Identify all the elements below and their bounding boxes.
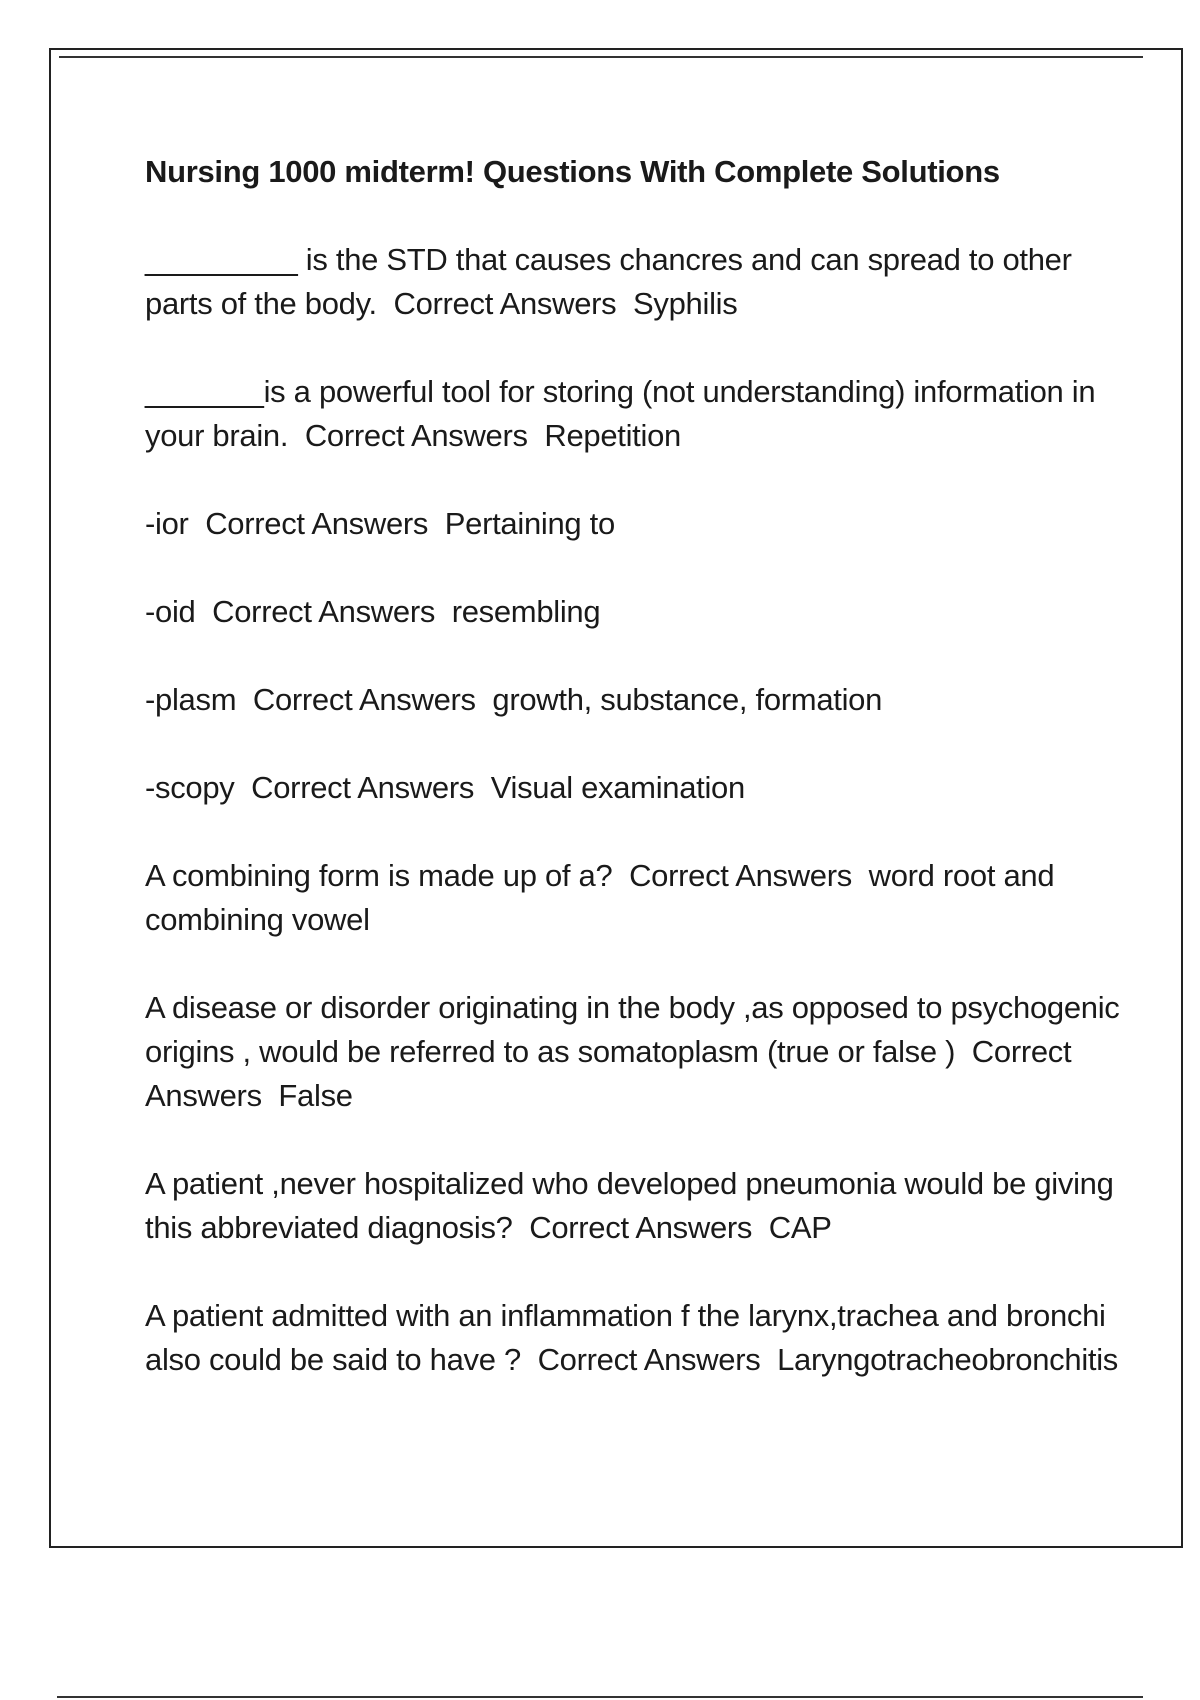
qa-item <box>145 238 1135 326</box>
document-title: Nursing 1000 midterm! Questions With Complete Solutions <box>145 154 1000 189</box>
answer-text: resembling <box>451 594 601 629</box>
answer-text: word root and combining vowel <box>145 858 1055 937</box>
page-frame <box>49 48 1183 1548</box>
question-text: A patient ,never hospitalized who developed pneumonia would be giving this abbreviated diagnosis? <box>145 1166 1114 1245</box>
qa-item <box>145 1294 1135 1382</box>
answer-text: growth, substance, formation <box>492 682 883 717</box>
answer-label: Correct Answers <box>529 1210 753 1245</box>
qa-item <box>145 590 1135 634</box>
answer-text: Visual examination <box>490 770 745 805</box>
answer-label: Correct Answers <box>629 858 852 893</box>
qa-item <box>145 986 1135 1118</box>
answer-label: Correct Answers <box>393 286 617 321</box>
answer-text: Laryngotracheobronchitis <box>777 1342 1119 1377</box>
qa-item <box>145 370 1135 458</box>
header-rule <box>59 56 1143 58</box>
answer-label: Correct Answers <box>212 594 436 629</box>
answer-label: Correct Answers <box>205 506 429 541</box>
answer-text: Repetition <box>544 418 681 453</box>
qa-item <box>145 678 1135 722</box>
answer-label: Correct Answers <box>537 1342 761 1377</box>
answer-text: Syphilis <box>633 286 738 321</box>
question-text: _______is a powerful tool for storing (not understanding) information in your brain. <box>145 374 1096 453</box>
answer-label: Correct Answers <box>252 682 476 717</box>
qa-item <box>145 1162 1135 1250</box>
answer-label: Correct Answers <box>145 1034 1072 1113</box>
question-text: A patient admitted with an inflammation f the larynx,trachea and bronchi also could be said to have ? <box>145 1298 1106 1377</box>
qa-item <box>145 854 1135 942</box>
qa-item <box>145 502 1135 546</box>
answer-text: False <box>278 1078 353 1113</box>
question-text: A combining form is made up of a? <box>145 858 613 893</box>
document-body <box>145 150 1135 1426</box>
question-text: _________ is the STD that causes chancres and can spread to other parts of the body. <box>145 242 1072 321</box>
answer-text: CAP <box>768 1210 832 1245</box>
footer-rule <box>57 1696 1143 1698</box>
question-text: -plasm <box>145 682 237 717</box>
question-text: A disease or disorder originating in the body ,as opposed to psychogenic origins , would be referred to as somatoplasm (true or false ) <box>145 990 1120 1069</box>
answer-label: Correct Answers <box>304 418 528 453</box>
answer-text: Pertaining to <box>444 506 615 541</box>
question-text: -oid <box>145 594 196 629</box>
question-text: -scopy <box>145 770 235 805</box>
question-text: -ior <box>145 506 189 541</box>
qa-item <box>145 766 1135 810</box>
answer-label: Correct Answers <box>251 770 475 805</box>
